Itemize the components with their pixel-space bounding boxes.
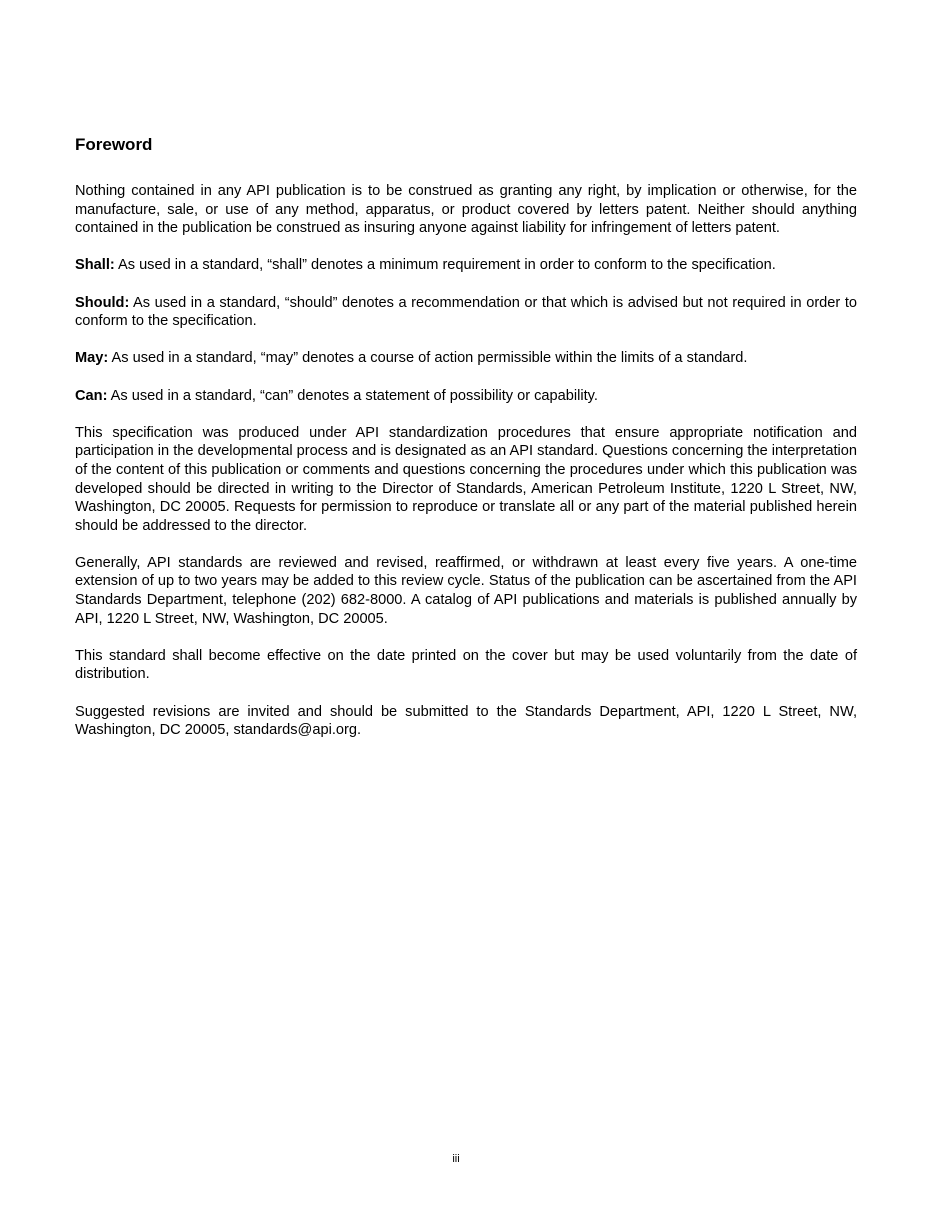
effective-date-paragraph: This standard shall become effective on the date printed on the cover but may be used voluntarily from the date of distribution.	[75, 647, 857, 683]
suggested-revisions-paragraph: Suggested revisions are invited and should be submitted to the Standards Department, API, 1220 L Street, NW, Washington, DC 20005, standards@api.org.	[75, 703, 857, 739]
should-term: Should:	[75, 294, 130, 311]
review-cycle-paragraph: Generally, API standards are reviewed and revised, reaffirmed, or withdrawn at least every five years. A one-time extension of up to two years may be added to this review cycle. Status of the publication can be ascertained from the API Standards Department, telephone (202) 682-8000. A catalog of API publications and materials is published annually by API, 1220 L Street, NW, Washington, DC 20005.	[75, 554, 857, 627]
should-definition-text: As used in a standard, “should” denotes a recommendation or that which is advised but not required in order to conform to the specification.	[75, 294, 857, 330]
may-term: May:	[75, 350, 109, 367]
may-definition-text: As used in a standard, “may” denotes a course of action permissible within the limits of a standard.	[108, 350, 748, 367]
standardization-procedures-paragraph: This specification was produced under API standardization procedures that ensure appropriate notification and participation in the developmental process and is designated as an API standard. Questions concerning the interpretation of the content of this publication or comments and questions concerning the procedures under which this publication was developed should be directed in writing to the Director of Standards, American Petroleum Institute, 1220 L Street, NW, Washington, DC 20005. Requests for permission to reproduce or translate all or any part of the material published herein should be addressed to the director.	[75, 424, 857, 534]
page-title: Foreword	[75, 135, 153, 154]
shall-definition-text: As used in a standard, “shall” denotes a minimum requirement in order to conform to the specification.	[114, 257, 776, 274]
patent-disclaimer-paragraph: Nothing contained in any API publication is to be construed as granting any right, by implication or otherwise, for the manufacture, sale, or use of any method, apparatus, or product covered by letters patent. Neither should anything contained in the publication be construed as insuring anyone against liability for infringement of letters patent.	[75, 183, 857, 237]
can-definition-paragraph	[75, 387, 857, 406]
foreword-body	[75, 182, 857, 740]
shall-definition-paragraph	[75, 256, 857, 275]
can-definition-text: As used in a standard, “can” denotes a statement of possibility or capability.	[107, 387, 598, 404]
page-number: iii	[452, 1153, 460, 1165]
shall-term: Shall:	[75, 257, 115, 274]
can-term: Can:	[75, 387, 108, 404]
should-definition-paragraph	[75, 294, 857, 331]
may-definition-paragraph	[75, 349, 857, 368]
